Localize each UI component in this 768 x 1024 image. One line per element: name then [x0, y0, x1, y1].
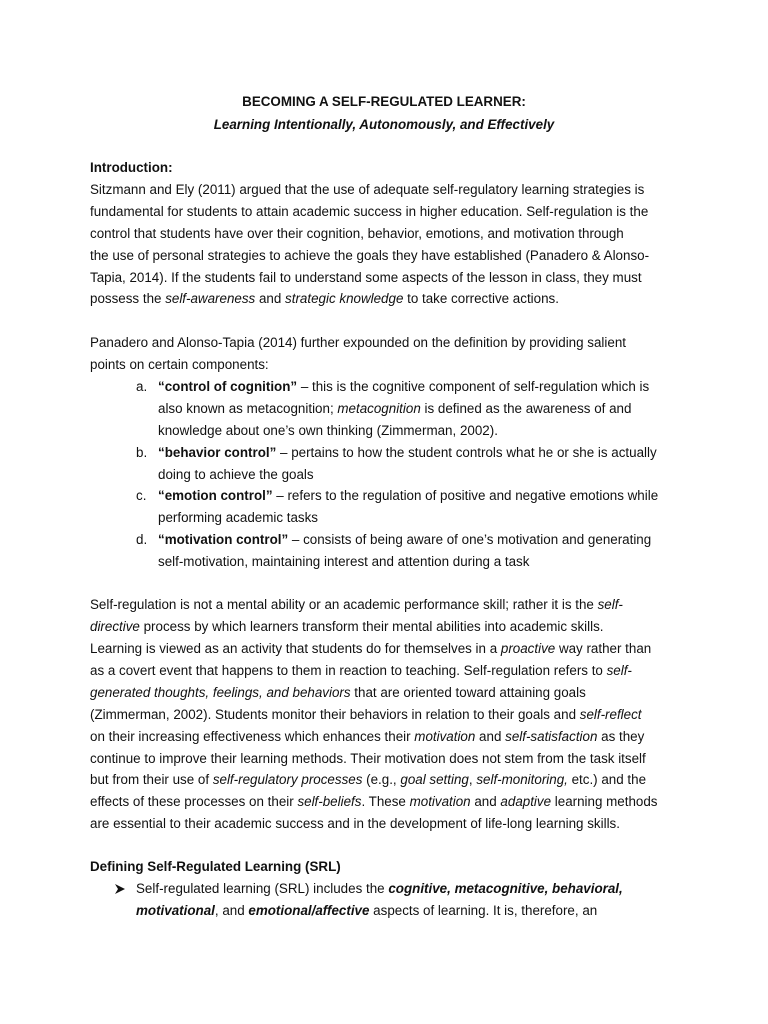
list-item [158, 442, 657, 464]
emphasis-span: generated thoughts, feelings, and behaviors [90, 685, 351, 700]
text-span: way rather than [555, 641, 652, 656]
emphasis-span: self-awareness [165, 291, 256, 306]
list-item-cont: knowledge about one’s own thinking (Zimmerman, 2002). [158, 423, 498, 438]
text-span: as they [597, 729, 645, 744]
text-span: etc.) and the [567, 772, 647, 787]
intro-line: Sitzmann and Ely (2011) argued that the use of adequate self-regulatory learning strategies is [90, 182, 645, 197]
list-item-cont [158, 398, 631, 420]
emphasis-span: proactive [500, 641, 556, 656]
emphasis-span: motivation [414, 729, 476, 744]
text-span: process by which learners transform their mental abilities into academic skills. [139, 619, 604, 634]
para3-line [90, 791, 658, 813]
para3-line [90, 704, 642, 726]
list-term: “motivation control” [158, 532, 289, 547]
emphasis-span: strategic knowledge [285, 291, 404, 306]
text-span: and [475, 729, 506, 744]
text-span: , and [214, 903, 249, 918]
emphasis-span: emotional/affective [248, 903, 370, 918]
text-span: (Zimmerman, 2002). Students monitor their behaviors in relation to their goals and [90, 707, 580, 722]
list-text: also known as metacognition; [158, 401, 338, 416]
para3-line [90, 638, 651, 660]
text-span: Learning is viewed as an activity that students do for themselves in a [90, 641, 501, 656]
emphasis-span: motivation [409, 794, 471, 809]
para3-line: are essential to their academic success and in the development of life-long learning skills. [90, 816, 620, 831]
list-term: “control of cognition” [158, 379, 298, 394]
text-span: Self-regulated learning (SRL) includes the [136, 881, 389, 896]
list-item [158, 485, 658, 507]
text-span: and [470, 794, 501, 809]
srl-bullet-line [136, 900, 597, 922]
emphasis-span: adaptive [500, 794, 552, 809]
text-span: learning methods [551, 794, 658, 809]
para3-line [90, 660, 632, 682]
para3-line [90, 616, 604, 638]
text-span: but from their use of [90, 772, 213, 787]
para2-line: points on certain components: [90, 357, 269, 372]
text-span: aspects of learning. It is, therefore, an [369, 903, 598, 918]
text-span: effects of these processes on their [90, 794, 298, 809]
text-span: Self-regulation is not a mental ability or an academic performance skill; rather it is the [90, 597, 598, 612]
document-subtitle: Learning Intentionally, Autonomously, and Effectively [213, 117, 555, 132]
emphasis-span: cognitive, metacognitive, behavioral, [388, 881, 623, 896]
intro-heading: Introduction: [90, 160, 173, 175]
list-item-cont: doing to achieve the goals [158, 467, 314, 482]
intro-line-last [90, 288, 559, 310]
emphasis-span: self- [606, 663, 632, 678]
text-span: . These [361, 794, 410, 809]
para3-line: continue to improve their learning methods. Their motivation does not stem from the task itself [90, 751, 646, 766]
text-span: (e.g., [362, 772, 401, 787]
list-text: – pertains to how the student controls what he or she is actually [276, 445, 657, 460]
intro-line: control that students have over their cognition, behavior, emotions, and motivation through [90, 226, 624, 241]
text-span: and [255, 291, 286, 306]
text-span: as a covert event that happens to them in reaction to teaching. Self-regulation refers to [90, 663, 607, 678]
section-heading: Defining Self-Regulated Learning (SRL) [90, 859, 341, 874]
para3-line [90, 769, 646, 791]
list-term: “emotion control” [158, 488, 273, 503]
text-span: that are oriented toward attaining goals [350, 685, 586, 700]
para3-line [90, 726, 644, 748]
text-span: , [468, 772, 477, 787]
list-item-cont: self-motivation, maintaining interest and attention during a task [158, 554, 530, 569]
emphasis-span: self-regulatory processes [212, 772, 363, 787]
intro-line: fundamental for students to attain academic success in higher education. Self-regulation is the [90, 204, 649, 219]
text-span: on their increasing effectiveness which enhances their [90, 729, 415, 744]
emphasis-span: motivational [136, 903, 215, 918]
emphasis-span: directive [90, 619, 140, 634]
list-text: is defined as the awareness of and [420, 401, 632, 416]
emphasis-span: self-beliefs [297, 794, 362, 809]
list-item-cont: performing academic tasks [158, 510, 319, 525]
list-marker: b. [136, 445, 148, 460]
document-title: BECOMING A SELF-REGULATED LEARNER: [242, 94, 526, 109]
emphasis-span: metacognition [337, 401, 421, 416]
emphasis-span: self-monitoring, [476, 772, 568, 787]
intro-line: Tapia, 2014). If the students fail to understand some aspects of the lesson in class, they must [90, 270, 642, 285]
text-span: possess the [90, 291, 166, 306]
emphasis-span: goal setting [400, 772, 469, 787]
list-marker: a. [136, 379, 148, 394]
intro-line: the use of personal strategies to achieve the goals they have established (Panadero & Alonso- [90, 248, 650, 263]
arrow-bullet-icon [114, 878, 126, 900]
list-marker: c. [136, 488, 147, 503]
para3-line [90, 594, 623, 616]
para2-line: Panadero and Alonso-Tapia (2014) further expounded on the definition by providing salient [90, 335, 626, 350]
para3-line [90, 682, 586, 704]
emphasis-span: self- [597, 597, 623, 612]
list-text: – this is the cognitive component of self-regulation which is [297, 379, 650, 394]
srl-bullet-line [136, 878, 623, 900]
list-item [158, 376, 649, 398]
list-text: – refers to the regulation of positive and negative emotions while [272, 488, 659, 503]
list-marker: d. [136, 532, 148, 547]
emphasis-span: self-reflect [579, 707, 642, 722]
emphasis-span: self-satisfaction [505, 729, 598, 744]
list-text: – consists of being aware of one’s motivation and generating [288, 532, 652, 547]
list-item [158, 529, 651, 551]
list-term: “behavior control” [158, 445, 277, 460]
text-span: to take corrective actions. [403, 291, 559, 306]
